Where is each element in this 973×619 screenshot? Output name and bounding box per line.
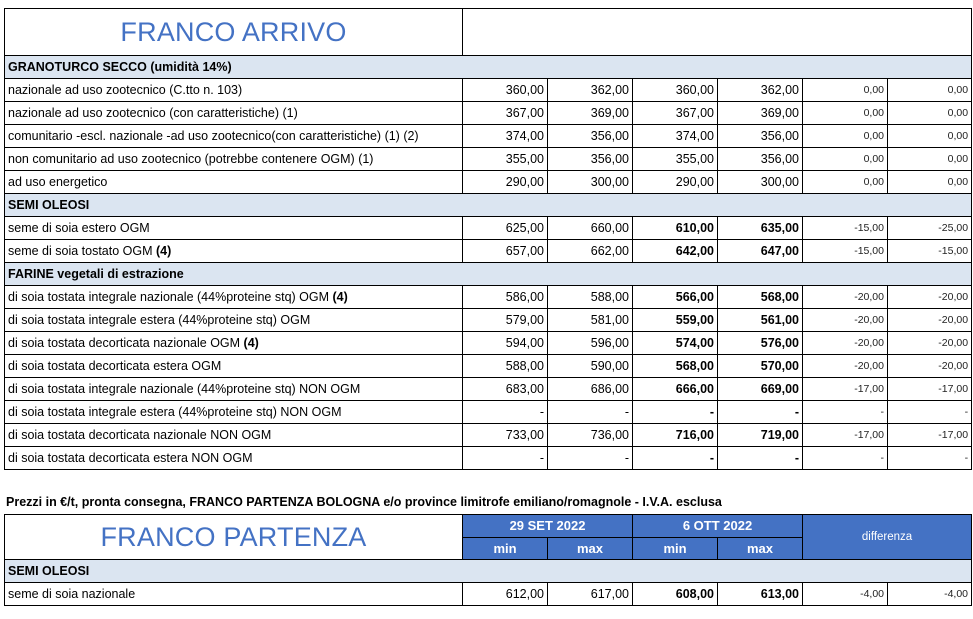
table-row [5,583,972,606]
price-min-prev: 367,00 [463,102,548,125]
diff-min: -20,00 [803,355,888,378]
diff-max: 0,00 [888,79,972,102]
row-label-note: (4) [152,244,172,258]
diff-max: -20,00 [888,309,972,332]
diff-min: 0,00 [803,125,888,148]
price-max-prev: 662,00 [548,240,633,263]
price-max-prev: 362,00 [548,79,633,102]
price-max-curr: 356,00 [718,148,803,171]
price-max-prev: 356,00 [548,148,633,171]
price-min-prev: 612,00 [463,583,548,606]
price-min-curr: 566,00 [633,286,718,309]
row-label-text: di soia tostata decorticata estera OGM [8,359,222,373]
diff-min: - [803,401,888,424]
price-min-curr: 666,00 [633,378,718,401]
table-row [5,125,972,148]
row-label [5,102,463,125]
price-min-prev: 355,00 [463,148,548,171]
section-heading: FARINE vegetali di estrazione [5,263,972,286]
diff-max: 0,00 [888,171,972,194]
price-min-prev: 683,00 [463,378,548,401]
row-label-text: di soia tostata integrale estera (44%proteine stq) OGM [8,313,311,327]
table-row [5,401,972,424]
diff-min: -4,00 [803,583,888,606]
row-label-note: (4) [329,290,348,304]
row-label [5,217,463,240]
diff-min: -17,00 [803,378,888,401]
price-max-curr: - [718,401,803,424]
row-label [5,424,463,447]
price-min-curr: 290,00 [633,171,718,194]
price-min-curr: - [633,447,718,470]
row-label [5,286,463,309]
diff-max: -20,00 [888,355,972,378]
diff-min: -17,00 [803,424,888,447]
date-col-2: 6 OTT 2022 [633,515,803,538]
franco-arrivo-header-blank [463,9,972,56]
row-label-text: comunitario -escl. nazionale -ad uso zootecnico(con caratteristiche) (1) (2) [8,129,419,143]
price-min-prev: 594,00 [463,332,548,355]
diff-min: -15,00 [803,217,888,240]
price-min-curr: 360,00 [633,79,718,102]
franco-arrivo-table [4,8,972,470]
row-label-text: di soia tostata integrale nazionale (44%proteine stq) OGM [8,290,330,304]
date-col-1: 29 SET 2022 [463,515,633,538]
diff-min: -20,00 [803,332,888,355]
diff-min: -15,00 [803,240,888,263]
diff-min: 0,00 [803,148,888,171]
diff-max: -15,00 [888,240,972,263]
row-label-note: (4) [240,336,259,350]
row-label [5,309,463,332]
price-max-prev: 369,00 [548,102,633,125]
row-label [5,125,463,148]
row-label [5,148,463,171]
table-row [5,447,972,470]
max-header: max [718,537,803,560]
price-max-prev: 356,00 [548,125,633,148]
price-min-curr: 610,00 [633,217,718,240]
price-max-curr: 719,00 [718,424,803,447]
min-header: min [463,537,548,560]
price-max-prev: 617,00 [548,583,633,606]
section-heading: GRANOTURCO SECCO (umidità 14%) [5,56,972,79]
price-max-prev: 300,00 [548,171,633,194]
table-row [5,332,972,355]
row-label-text: seme di soia estero OGM [8,221,150,235]
price-min-curr: 642,00 [633,240,718,263]
diff-max: -17,00 [888,378,972,401]
price-min-prev: 586,00 [463,286,548,309]
diff-min: 0,00 [803,79,888,102]
max-header: max [548,537,633,560]
price-max-prev: 588,00 [548,286,633,309]
row-label-text: seme di soia tostato OGM [8,244,153,258]
diff-max: 0,00 [888,125,972,148]
row-label [5,171,463,194]
min-header: min [633,537,718,560]
row-label-text: ad uso energetico [8,175,108,189]
row-label [5,355,463,378]
price-max-prev: - [548,447,633,470]
franco-arrivo-title: FRANCO ARRIVO [5,9,463,56]
diff-header: differenza [803,515,972,560]
price-max-curr: 362,00 [718,79,803,102]
row-label-text: nazionale ad uso zootecnico (C.tto n. 103) [8,83,243,97]
table-row [5,355,972,378]
price-max-prev: - [548,401,633,424]
diff-max: -20,00 [888,332,972,355]
price-max-curr: 576,00 [718,332,803,355]
row-label [5,79,463,102]
row-label [5,332,463,355]
price-min-curr: 568,00 [633,355,718,378]
row-label: seme di soia nazionale [5,583,463,606]
price-min-curr: 374,00 [633,125,718,148]
price-min-prev: 588,00 [463,355,548,378]
price-max-prev: 581,00 [548,309,633,332]
price-max-curr: 356,00 [718,125,803,148]
table-row [5,286,972,309]
diff-max: - [888,447,972,470]
row-label [5,378,463,401]
franco-partenza-table [4,514,972,606]
price-min-prev: 733,00 [463,424,548,447]
table-row [5,309,972,332]
price-min-curr: 608,00 [633,583,718,606]
price-max-prev: 686,00 [548,378,633,401]
row-label-text: non comunitario ad uso zootecnico (potrebbe contenere OGM) (1) [8,152,374,166]
price-max-curr: 647,00 [718,240,803,263]
diff-min: -20,00 [803,286,888,309]
diff-min: -20,00 [803,309,888,332]
price-max-curr: 570,00 [718,355,803,378]
row-label-text: di soia tostata decorticata nazionale OGM [8,336,241,350]
price-max-curr: 635,00 [718,217,803,240]
price-max-prev: 736,00 [548,424,633,447]
price-caption: Prezzi in €/t, pronta consegna, FRANCO PARTENZA BOLOGNA e/o province limitrofe emiliano/romagnole - I.V.A. esclusa [6,495,722,509]
price-max-prev: 660,00 [548,217,633,240]
price-min-curr: 559,00 [633,309,718,332]
table-row [5,171,972,194]
diff-max: -20,00 [888,286,972,309]
price-min-curr: 367,00 [633,102,718,125]
price-min-prev: 290,00 [463,171,548,194]
price-max-curr: 613,00 [718,583,803,606]
price-min-prev: - [463,447,548,470]
table-row [5,424,972,447]
row-label [5,447,463,470]
price-min-prev: 625,00 [463,217,548,240]
table-row [5,79,972,102]
price-min-curr: 355,00 [633,148,718,171]
table-row [5,217,972,240]
row-label-text: di soia tostata integrale estera (44%proteine stq) NON OGM [8,405,342,419]
price-max-curr: 669,00 [718,378,803,401]
price-min-curr: 574,00 [633,332,718,355]
price-min-curr: 716,00 [633,424,718,447]
diff-max: -25,00 [888,217,972,240]
diff-max: - [888,401,972,424]
franco-partenza-title: FRANCO PARTENZA [5,515,463,560]
price-max-curr: 300,00 [718,171,803,194]
row-label [5,240,463,263]
price-min-prev: - [463,401,548,424]
price-min-prev: 374,00 [463,125,548,148]
diff-min: 0,00 [803,171,888,194]
row-label [5,401,463,424]
table-row [5,378,972,401]
price-max-curr: 561,00 [718,309,803,332]
row-label-text: di soia tostata decorticata nazionale NON OGM [8,428,272,442]
price-min-prev: 579,00 [463,309,548,332]
price-min-prev: 360,00 [463,79,548,102]
price-max-curr: 568,00 [718,286,803,309]
section-heading: SEMI OLEOSI [5,194,972,217]
diff-max: 0,00 [888,148,972,171]
diff-max: -17,00 [888,424,972,447]
table-row [5,148,972,171]
price-max-prev: 596,00 [548,332,633,355]
section-heading: SEMI OLEOSI [5,560,972,583]
diff-max: -4,00 [888,583,972,606]
price-max-curr: - [718,447,803,470]
diff-min: - [803,447,888,470]
price-max-curr: 369,00 [718,102,803,125]
price-max-prev: 590,00 [548,355,633,378]
diff-min: 0,00 [803,102,888,125]
table-row [5,240,972,263]
table-row [5,102,972,125]
row-label-text: di soia tostata integrale nazionale (44%proteine stq) NON OGM [8,382,361,396]
price-min-prev: 657,00 [463,240,548,263]
row-label-text: di soia tostata decorticata estera NON OGM [8,451,253,465]
row-label-text: nazionale ad uso zootecnico (con caratteristiche) (1) [8,106,298,120]
diff-max: 0,00 [888,102,972,125]
price-min-curr: - [633,401,718,424]
